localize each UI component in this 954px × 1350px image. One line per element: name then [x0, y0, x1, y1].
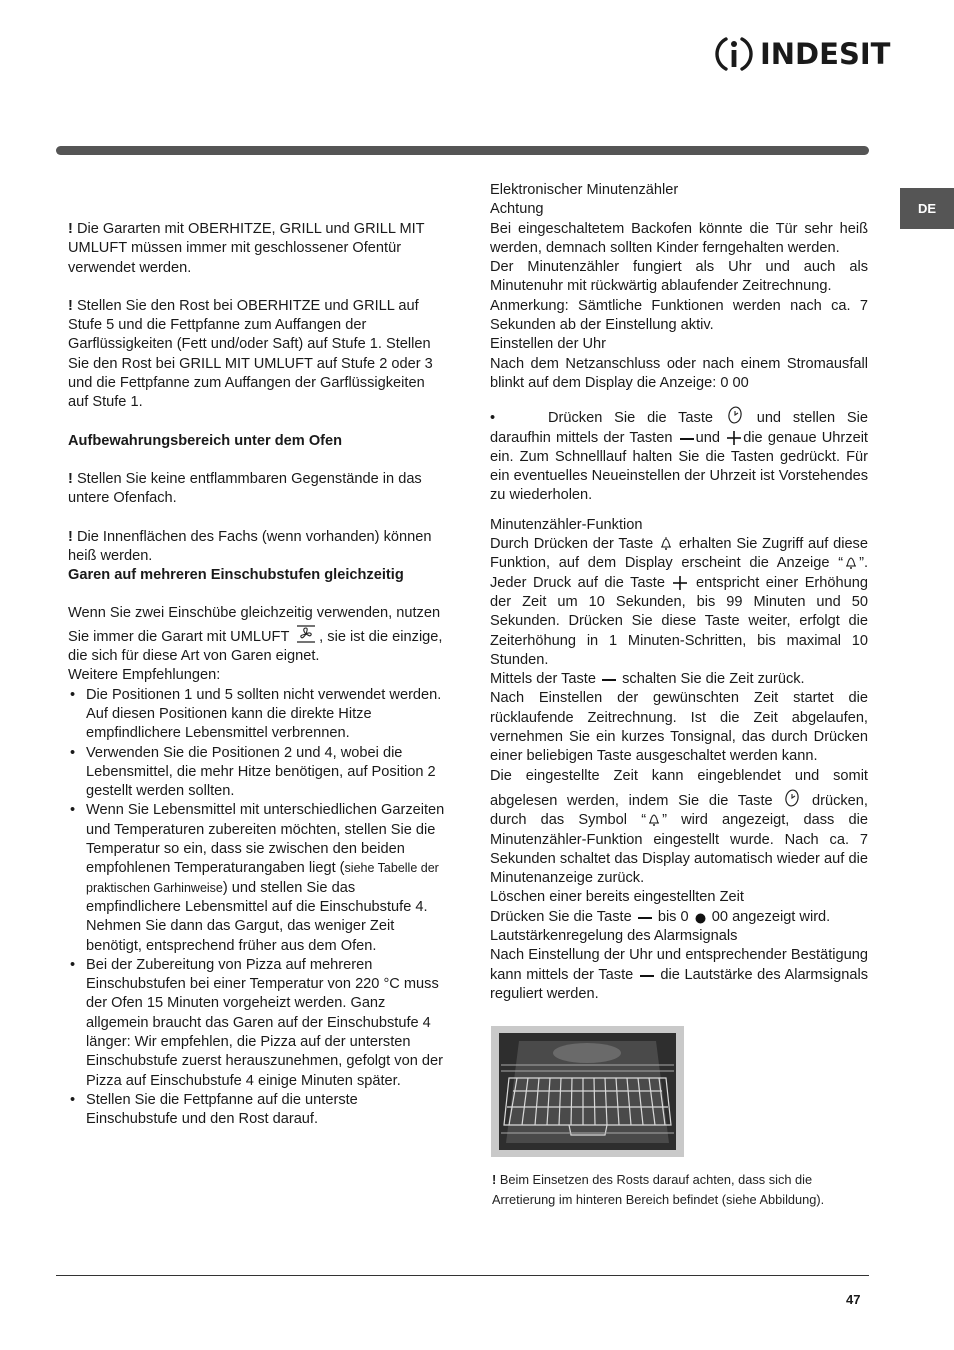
minus-key-icon [640, 972, 654, 982]
further-tips-label: Weitere Empfehlungen: [68, 667, 221, 684]
display-time-text: Die eingestellte Zeit kann eingeblendet und somit abgelesen werden, indem Sie die Taste drücken, durch das Symbol “ ” wird angezeigt, dass die Minutenzähler-Funktion eingestellt wurde. Nach ca. 7 Sekunden schaltet das Display automatisch wieder auf die Minutenanzeige zurück. [490, 767, 868, 887]
safety-note-grill: ! Die Gararten mit OBERHITZE, GRILL und GRILL MIT UMLUFT müssen immer mit geschlossener Ofentür verwendet werden. [68, 221, 425, 276]
clock-key-icon [784, 786, 800, 808]
minus-key-icon [602, 676, 616, 686]
tips-list [68, 686, 446, 1130]
oven-rack-illustration [499, 1033, 676, 1150]
bell-icon [648, 811, 660, 827]
header-rule [56, 146, 869, 155]
storage-heading: Aufbewahrungsbereich unter dem Ofen [68, 432, 343, 449]
right-column [490, 181, 868, 1004]
minute-timer-text: Durch Drücken der Taste erhalten Sie Zugriff auf diese Funktion, auf dem Display erscheint die Anzeige “ ”. Jeder Druck auf die Taste entspricht einer Erhöhung der Zeit um 10 Sekunden, bis 99 Minuten und 50 Sekunden. Drücken Sie diese Taste weiter, erfolgt die Zeiterhöhung in 1 Minuten-Schritten, bis maximal 10 Stunden. [490, 536, 868, 668]
storage-note-flammable: ! Stellen Sie keine entflammbaren Gegenstände in das untere Ofenfach. [68, 470, 422, 507]
clock-setting-heading: Einstellen der Uhr [490, 336, 606, 353]
storage-note-hot: ! Die Innenflächen des Fachs (wenn vorhanden) können heiß werden. [68, 528, 432, 564]
logo-i-icon [714, 34, 754, 74]
language-tab: DE [900, 188, 954, 229]
timer-remark: Anmerkung: Sämtliche Funktionen werden nach ca. 7 Sekunden ab der Einstellung aktiv. [490, 297, 868, 334]
list-item: • Die Positionen 1 und 5 sollten nicht verwendet werden. Auf diesen Positionen kann die direkte Hitze empfindlichere Lebensmittel verbrennen. [68, 686, 446, 744]
delete-time-heading: Löschen einer bereits eingestellten Zeit [490, 889, 744, 906]
dot-icon [695, 913, 706, 924]
multi-level-intro: Wenn Sie zwei Einschübe gleichzeitig verwenden, nutzen Sie immer die Garart mit UMLUFT , sie ist die einzige, die sich für diese Art von Garen eignet. [68, 605, 443, 665]
minus-key-icon [680, 435, 694, 445]
countdown-text: Nach Einstellen der gewünschten Zeit startet die rücklaufende Zeitrechnung. Ist die Zeit abgelaufen, vernehmen Sie ein kurzes Tonsignal, das durch Drücken einer beliebigen Taste ausgeschaltet werden kann. [490, 690, 868, 765]
alarm-volume-heading: Lautstärkenregelung des Alarmsignals [490, 927, 738, 944]
list-item: • Wenn Sie Lebensmittel mit unterschiedlichen Garzeiten und Temperaturen zubereiten möchten, stellen Sie die Temperatur so ein, dass sie zwischen den beiden empfohlenen Temperaturangaben liegt (siehe Tabelle der praktischen Garhinweise) und stellen Sie das empfindlichere Lebensmittel auf die Einschubstufe 4. Nehmen Sie dann das Gargut, das weniger Zeit benötigt, entsprechend früher aus dem Ofen. [68, 801, 446, 955]
list-item: • Verwenden Sie die Positionen 2 und 4, wobei die Lebensmittel, die mehr Hitze benötigen, auf Position 2 gestellt werden sollten. [68, 744, 446, 802]
plus-key-icon [673, 576, 687, 590]
warning-label: Achtung [490, 201, 544, 218]
minus-key-icon [638, 914, 652, 924]
alarm-volume-text: Nach Einstellung der Uhr und entsprechender Bestätigung kann mittels der Taste die Lautstärke des Alarmsignals reguliert werden. [490, 947, 869, 1002]
rack-insertion-note: ! Beim Einsetzen des Rosts darauf achten, dass sich die Arretierung im hinteren Bereich befindet (siehe Abbildung). [492, 1172, 825, 1207]
indesit-logo [714, 34, 890, 74]
delete-time-text: Drücken Sie die Taste bis 0 00 angezeigt wird. [490, 908, 831, 925]
page-number: 47 [846, 1292, 861, 1307]
clock-setting-step: • Drücken Sie die Taste und stellen Sie daraufhin mittels der Tasten und die genaue Uhrzeit ein. Zum Schnelllauf halten Sie die Tasten gedrückt. Für ein eventuelles Neueinstellen der Uhrzeit ist Vorstehendes zu wiederholen. [490, 403, 868, 505]
logo-wordmark: INDESIT [760, 37, 891, 71]
rack-position-note: ! Stellen Sie den Rost bei OBERHITZE und GRILL auf Stufe 5 und die Fettpfanne zum Auffangen der Garflüssigkeiten (Fett und/oder Saft) auf Stufe 1. Stellen Sie den Rost bei GRILL MIT UMLUFT auf Stufe 2 oder 3 und die Fettpfanne zum Auffangen der Garflüssigkeiten auf Stufe 1. [68, 297, 433, 411]
clock-key-icon [727, 403, 743, 425]
list-item: • Bei der Zubereitung von Pizza auf mehreren Einschubstufen bei einer Temperatur von 220 °C muss der Ofen 15 Minuten vorgeheizt werden. Ganz allgemein braucht das Garen auf der Einschubstufe 4 länger: Wir empfehlen, die Pizza auf der untersten Einschubstufe zuerst herauszunehmen, gefolgt von der Pizza auf Einschubstufe 4 einige Minuten später. [68, 956, 446, 1091]
bell-icon [845, 554, 857, 570]
bell-icon [660, 535, 672, 551]
plus-key-icon [727, 431, 741, 445]
footer-rule [56, 1275, 869, 1276]
minus-key-text: Mittels der Taste schalten Sie die Zeit zurück. [490, 671, 805, 688]
minute-timer-heading: Minutenzähler-Funktion [490, 516, 643, 533]
warning-text: Bei eingeschaltetem Backofen könnte die Tür sehr heiß werden, demnach sollten Kinder ferngehalten werden. [490, 220, 868, 256]
table-reference: siehe Tabelle der praktischen Garhinweise [86, 861, 439, 895]
oven-rack-photo [491, 1026, 684, 1157]
clock-setting-text: Nach dem Netzanschluss oder nach einem Stromausfall blinkt auf dem Display die Anzeige: 0 00 [490, 355, 868, 391]
multi-level-heading: Garen auf mehreren Einschubstufen gleichzeitig [68, 567, 404, 584]
list-item: • Stellen Sie die Fettpfanne auf die unterste Einschubstufe und den Rost darauf. [68, 1091, 446, 1130]
timer-description: Der Minutenzähler fungiert als Uhr und auch als Minutenuhr mit rückwärtig ablaufender Zeitrechnung. [490, 259, 868, 295]
fan-icon [295, 624, 317, 644]
timer-heading: Elektronischer Minutenzähler [490, 182, 679, 198]
left-column [68, 220, 446, 1129]
